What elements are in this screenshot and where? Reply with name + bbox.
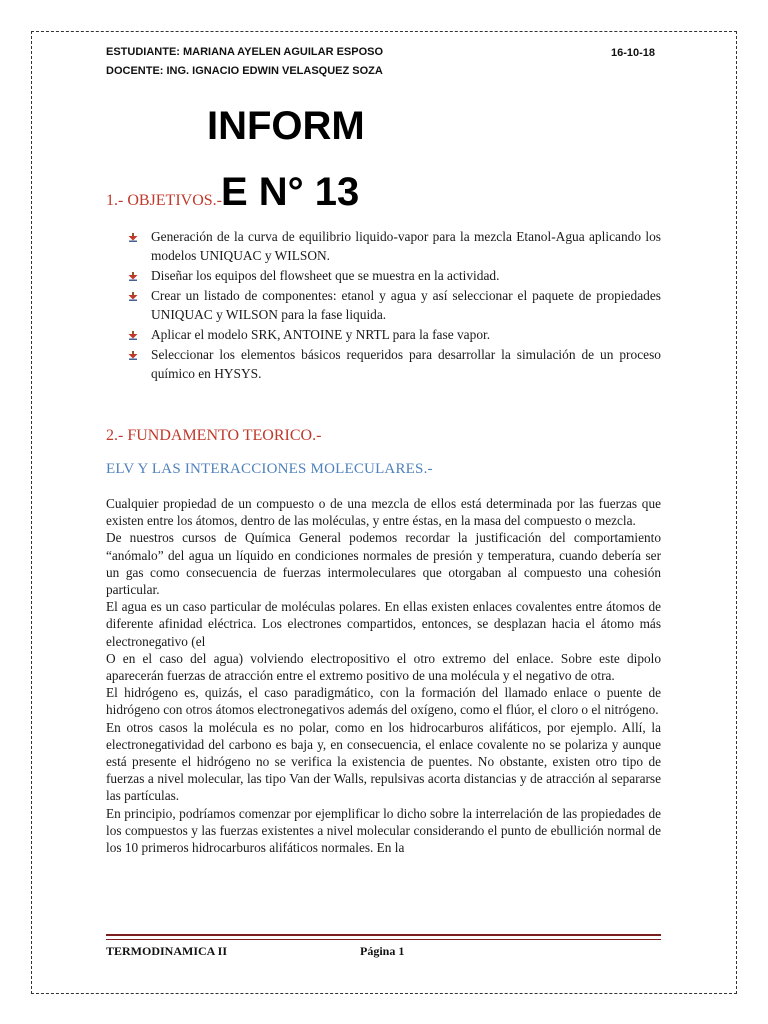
student-name: ESTUDIANTE: MARIANA AYELEN AGUILAR ESPOSO xyxy=(106,46,384,58)
objectives-list xyxy=(128,227,661,384)
theory-body xyxy=(106,495,661,856)
arrow-bullet-icon xyxy=(128,291,138,301)
paragraph: Cualquier propiedad de un compuesto o de una mezcla de ellos está determinada por las fuerzas que existen entre los átomos, dentro de las moléculas, y entre éstas, en la masa del compuesto o mezcla. xyxy=(106,496,661,529)
report-title-line2: E N° 13 xyxy=(221,170,360,214)
list-item xyxy=(128,286,661,324)
arrow-bullet-icon xyxy=(128,350,138,360)
footer-rule xyxy=(106,934,661,936)
teacher-name: DOCENTE: ING. IGNACIO EDWIN VELASQUEZ SOZA xyxy=(106,65,383,77)
objective-text: Aplicar el modelo SRK, ANTOINE y NRTL para la fase vapor. xyxy=(151,327,491,342)
theory-subheading: ELV Y LAS INTERACCIONES MOLECULARES.- xyxy=(106,461,433,477)
objectives-heading: 1.- OBJETIVOS.- xyxy=(106,192,222,209)
list-item xyxy=(128,325,661,344)
list-item xyxy=(128,227,661,265)
list-item xyxy=(128,266,661,285)
footer-course: TERMODINAMICA II xyxy=(106,944,228,958)
list-item xyxy=(128,345,661,383)
objective-text: Crear un listado de componentes: etanol y agua y así seleccionar el paquete de propiedades UNIQUAC y WILSON para la fase liquida. xyxy=(151,288,661,322)
arrow-bullet-icon xyxy=(128,271,138,281)
report-title-line1: INFORM xyxy=(207,104,365,148)
arrow-bullet-icon xyxy=(128,330,138,340)
paragraph: El hidrógeno es, quizás, el caso paradigmático, con la formación del llamado enlace o puente de hidrógeno con otros átomos electronegativos además del oxígeno, como el flúor, el cloro o el nitrógeno. xyxy=(106,685,661,718)
arrow-bullet-icon xyxy=(128,232,138,242)
paragraph: O en el caso del agua) volviendo electropositivo el otro extremo del enlace. Sobre este dipolo aparecerán fuerzas de atracción entre el extremo positivo de una molécula y el negativo de otra. xyxy=(106,650,661,684)
paragraph: En otros casos la molécula es no polar, como en los hidrocarburos alifáticos, por ejemplo. Allí, la electronegatividad del carbono es baja y, en consecuencia, el enlace covalente no se polariza y aunque está presente el hidrógeno no se verifica la existencia de puentes. No obstante, existen otro tipo de fuerzas a nivel molecular, las tipo Van der Walls, repulsivas acorta distancias y de atracción al separarse las partículas. xyxy=(106,719,661,804)
paragraph: En principio, podríamos comenzar por ejemplificar lo dicho sobre la interrelación de las propiedades de los compuestos y las fuerzas existentes a nivel molecular considerando el punto de ebullición normal de los 10 primeros hidrocarburos alifáticos normales. En la xyxy=(106,805,661,856)
footer-rule-thin xyxy=(106,939,661,940)
paragraph: De nuestros cursos de Química General podemos recordar la justificación del comportamiento “anómalo” del agua un líquido en condiciones normales de presión y temperatura, cuando debería ser un gas como consecuencia de fuerzas intermoleculares que otorgaban al compuesto una cohesión particular. xyxy=(106,530,661,598)
document-date: 16-10-18 xyxy=(611,47,656,59)
footer-page-number: Página 1 xyxy=(360,944,405,958)
paragraph: El agua es un caso particular de moléculas polares. En ellas existen enlaces covalentes entre átomos de diferente afinidad eléctrica. Los electrones compartidos, entonces, se desplazan hacia el átomo más electronegativo (el xyxy=(106,599,661,649)
theory-heading: 2.- FUNDAMENTO TEORICO.- xyxy=(106,427,322,444)
objective-text: Seleccionar los elementos básicos requeridos para desarrollar la simulación de un proceso químico en HYSYS. xyxy=(151,347,661,381)
objective-text: Diseñar los equipos del flowsheet que se muestra en la actividad. xyxy=(151,268,500,283)
objective-text: Generación de la curva de equilibrio liquido-vapor para la mezcla Etanol-Agua aplicando los modelos UNIQUAC y WILSON. xyxy=(151,229,661,263)
